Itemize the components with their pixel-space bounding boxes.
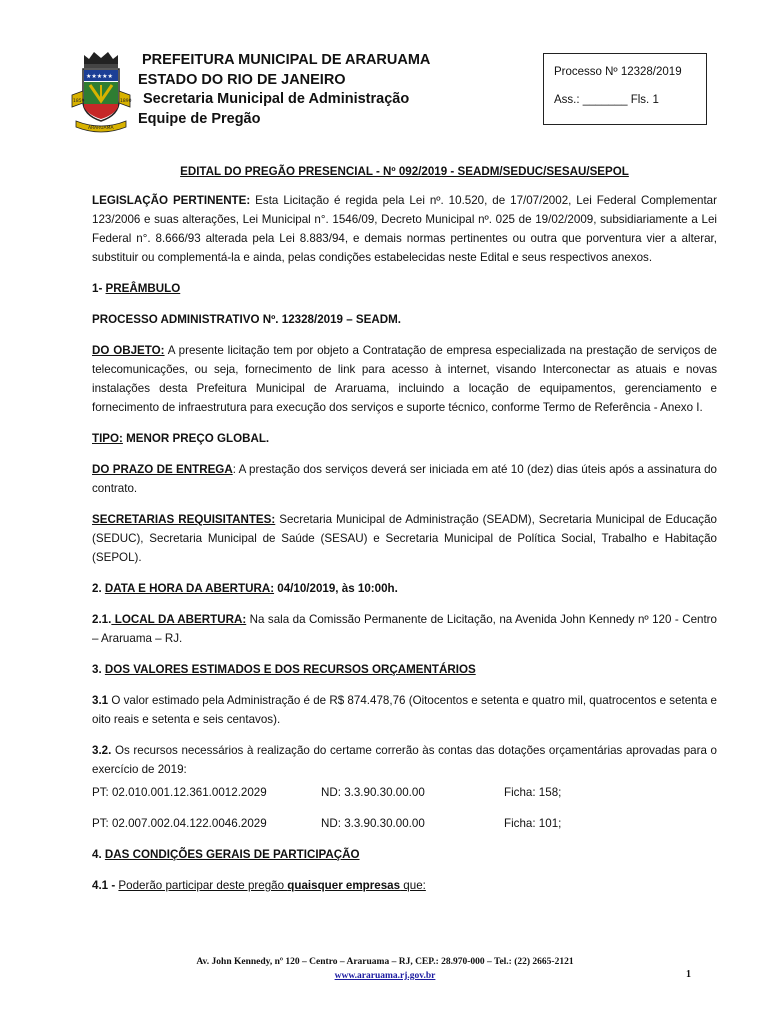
opening-date-value: 04/10/2019, às 10:00h. — [274, 582, 398, 595]
section-4-1-text: Poderão participar deste pregão — [118, 879, 288, 892]
section-2-label: DATA E HORA DA ABERTURA: — [104, 582, 275, 595]
secretariats-paragraph — [92, 510, 717, 567]
section-3-2-number: 3.2. — [92, 744, 112, 757]
type-value: MENOR PREÇO GLOBAL. — [122, 432, 270, 445]
section-2-heading — [92, 579, 717, 598]
budget-ficha: Ficha: 101; — [504, 817, 562, 830]
section-4-1-text-end: que: — [400, 879, 426, 892]
section-2-number: 2. — [92, 582, 105, 595]
section-3-1-number: 3.1 — [92, 694, 109, 707]
section-1-heading — [92, 279, 717, 298]
section-4-number: 4. — [92, 848, 105, 861]
section-4-1-line — [92, 876, 717, 895]
delivery-label: DO PRAZO DE ENTREGA — [92, 463, 233, 476]
section-2-1-paragraph — [92, 610, 717, 648]
secretariats-label: SECRETARIAS REQUISITANTES: — [92, 513, 276, 526]
footer-address: Av. John Kennedy, nº 120 – Centro – Araruama – RJ, CEP.: 28.970-000 – Tel.: (22) 2665-2121 — [196, 957, 574, 967]
legislation-label: LEGISLAÇÃO PERTINENTE: — [92, 194, 251, 207]
budget-row — [92, 814, 717, 833]
budget-pt: PT: 02.007.002.04.122.0046.2029 — [92, 817, 267, 830]
section-1-title: PREÂMBULO — [105, 282, 181, 295]
section-2-1-text: Na sala da Comissão Permanente de Licitação, na Avenida John Kennedy nº 120 - Centro – Araruama – RJ. — [92, 613, 717, 645]
section-3-1-text: O valor estimado pela Administração é de R$ 874.478,76 (Oitocentos e setenta e quatro mil, quatrocentos e setenta e oito reais e setenta e seis centavos). — [92, 694, 717, 726]
budget-nd: ND: 3.3.90.30.00.00 — [321, 817, 425, 830]
letterhead — [70, 45, 720, 135]
budget-row — [92, 783, 717, 802]
section-1-number: 1- — [92, 282, 106, 295]
type-label: TIPO: — [92, 432, 123, 445]
type-line — [92, 429, 717, 448]
section-3-2-paragraph — [92, 741, 717, 779]
edital-title: EDITAL DO PREGÃO PRESENCIAL - Nº 092/2019 - SEADM/SEDUC/SESAU/SEPOL — [180, 165, 629, 178]
process-number: Processo Nº 12328/2019 — [554, 66, 682, 78]
section-3-title: DOS VALORES ESTIMADOS E DOS RECURSOS ORÇAMENTÁRIOS — [104, 663, 476, 676]
delivery-paragraph — [92, 460, 717, 498]
section-3-1-paragraph — [92, 691, 717, 729]
section-4-heading — [92, 845, 717, 864]
section-3-2-text: Os recursos necessários à realização do certame correrão às contas das dotações orçamentárias aprovadas para o exercício de 2019: — [92, 744, 717, 776]
object-label: DO OBJETO: — [92, 344, 165, 357]
state-name: ESTADO DO RIO DE JANEIRO — [138, 71, 346, 88]
document-body — [92, 162, 717, 895]
section-4-title: DAS CONDIÇÕES GERAIS DE PARTICIPAÇÃO — [104, 848, 360, 861]
object-text: A presente licitação tem por objeto a Contratação de empresa especializada na prestação de serviços de telecomunicações, ou seja, fornecimento de link para acesso à internet, visando Interconectar as atuais e novas instalações desta Prefeitura Municipal de Araruama, incluindo a locação de equipamentos, gerenciamento e fornecimento de infraestrutura para execução dos serviços e suporte técnico, conforme Termo de Referência - Anexo I. — [92, 344, 717, 414]
secretariats-text: Secretaria Municipal de Administração (SEADM), Secretaria Municipal de Educação (SEDUC), Secretaria Municipal de Saúde (SESAU) e Secretaria Municipal de Política Social, Trabalho e Habitação (SEPOL). — [92, 513, 717, 564]
footer-website-link[interactable]: www.araruama.rj.gov.br — [334, 971, 436, 981]
signature-sheet-line: Ass.: _______ Fls. 1 — [554, 94, 659, 106]
process-box — [543, 53, 707, 125]
svg-text:1890: 1890 — [120, 99, 132, 104]
legislation-paragraph — [92, 191, 717, 267]
team-name: Equipe de Pregão — [138, 110, 261, 127]
budget-ficha: Ficha: 158; — [504, 786, 562, 799]
page-number: 1 — [686, 969, 691, 980]
delivery-text: : A prestação dos serviços deverá ser iniciada em até 10 (dez) dias úteis após a assinatura do contrato. — [92, 463, 717, 495]
svg-text:1859: 1859 — [73, 99, 85, 104]
section-3-number: 3. — [92, 663, 105, 676]
budget-nd: ND: 3.3.90.30.00.00 — [321, 786, 425, 799]
section-3-heading — [92, 660, 717, 679]
object-paragraph — [92, 341, 717, 417]
section-4-1-emphasis: quaisquer empresas — [287, 879, 401, 892]
section-2-1-label: LOCAL DA ABERTURA: — [111, 613, 247, 626]
section-4-1-number: 4.1 - — [92, 879, 119, 892]
prefecture-name: PREFEITURA MUNICIPAL DE ARARUAMA — [142, 52, 431, 68]
svg-text:★★★★★: ★★★★★ — [86, 73, 113, 80]
municipal-coat-of-arms-icon — [70, 49, 132, 133]
administrative-process: PROCESSO ADMINISTRATIVO Nº. 12328/2019 – SEADM. — [92, 313, 401, 326]
budget-pt: PT: 02.010.001.12.361.0012.2029 — [92, 786, 267, 799]
page-footer — [0, 955, 770, 983]
secretariat-name: Secretaria Municipal de Administração — [143, 91, 410, 107]
legislation-text: Esta Licitação é regida pela Lei nº. 10.520, de 17/07/2002, Lei Federal Complementar 123/2006 e suas alterações, Lei Municipal n°. 1546/09, Decreto Municipal nº. 025 de 19/02/2009, subsidiariamente a Lei Federal n°. 8.666/93 alterada pela Lei 8.883/94, e demais normas pertinentes ou outra que porventura vier a alterar, substituir ou complementá-la e ainda, pelas condições estabelecidas neste Edital e seus respectivos anexos. — [92, 194, 717, 264]
svg-text:ARARUAMA: ARARUAMA — [88, 126, 114, 131]
letterhead-title — [138, 51, 430, 129]
section-2-1-number: 2.1. — [92, 613, 112, 626]
